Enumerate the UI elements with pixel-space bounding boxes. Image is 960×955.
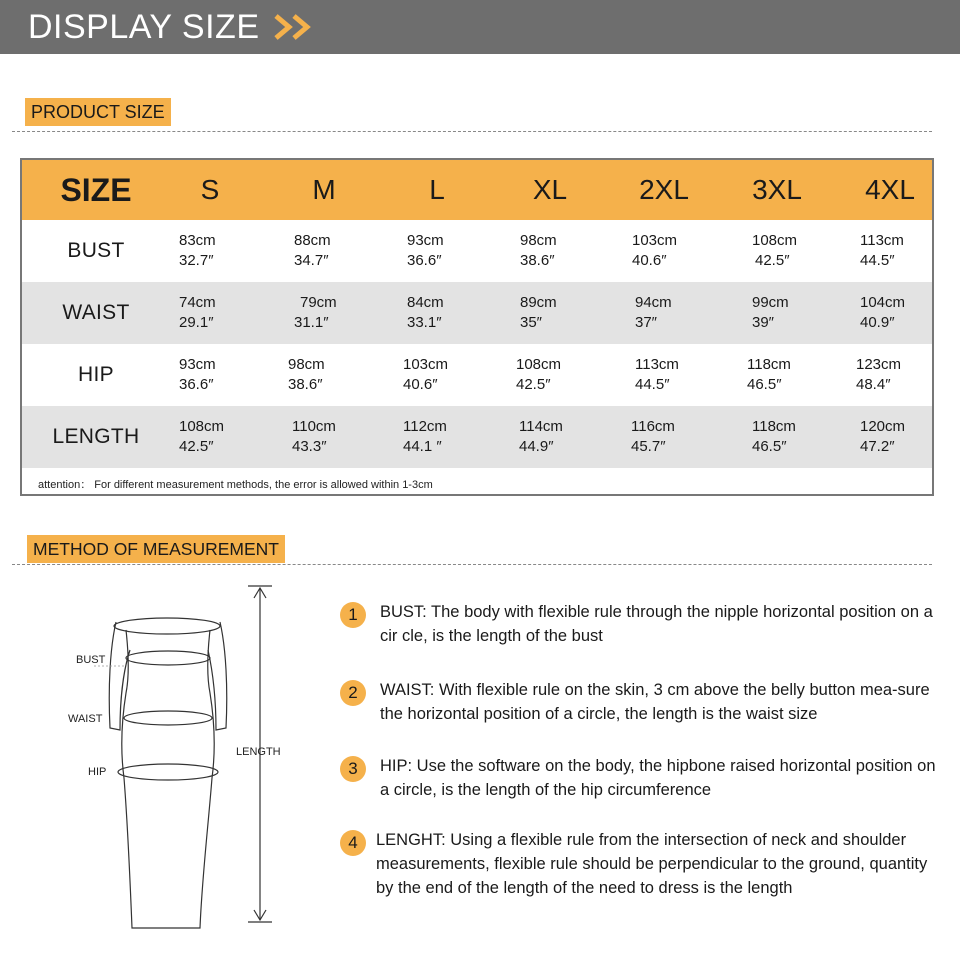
column-header-2xl: 2XL [639, 174, 689, 205]
column-header-m: M [312, 174, 336, 205]
column-header-3xl: 3XL [752, 174, 802, 205]
table-row-hip [22, 344, 932, 406]
header-bar [0, 0, 960, 54]
table-cell: 108cm 42.5″ [179, 418, 225, 455]
figure-label-hip: HIP [88, 766, 107, 778]
table-cell: 103cm 40.6″ [403, 356, 449, 393]
figure-label-waist: WAIST [68, 713, 103, 725]
step-number-badge: 4 [340, 830, 366, 856]
step-number-badge: 2 [340, 680, 366, 706]
size-table [20, 158, 934, 496]
table-cell: 84cm 33.1″ [407, 294, 444, 331]
step-text: LENGHT: Using a flexible rule from the intersection of neck and shoulder measurements, flexible rule should be perpendicular to the ground, quantity by the end of the length of the need to dress is the length [376, 831, 928, 897]
divider [12, 131, 932, 132]
column-header-4xl: 4XL [865, 174, 915, 205]
table-cell: 79cm 31.1″ [294, 294, 337, 331]
column-header-xl: XL [532, 174, 568, 205]
dress-figure [60, 578, 300, 938]
divider [12, 564, 932, 565]
table-cell: 112cm 44.1 ″ [403, 418, 447, 455]
table-cell: 94cm 37″ [635, 294, 672, 331]
table-cell: 114cm 44.9″ [519, 418, 563, 455]
size-column-header: SIZE [60, 171, 132, 208]
table-row-waist [22, 282, 932, 344]
figure-label-length: LENGTH [236, 746, 281, 758]
row-label: WAIST [62, 301, 130, 324]
column-header-l: L [429, 174, 445, 205]
figure-label-bust: BUST [76, 654, 106, 666]
row-label: BUST [67, 239, 125, 262]
table-cell: 98cm 38.6″ [520, 232, 557, 269]
table-cell: 103cm 40.6″ [632, 232, 678, 269]
double-chevron-right-icon [272, 13, 316, 41]
table-cell: 93cm 36.6″ [407, 232, 444, 269]
table-cell: 108cm 42.5″ [752, 232, 798, 269]
table-cell: 98cm 38.6″ [288, 356, 325, 393]
table-header-row [22, 160, 932, 220]
step-number-badge: 3 [340, 756, 366, 782]
table-cell: 104cm 40.9″ [860, 294, 906, 331]
page-title: DISPLAY SIZE [28, 7, 260, 46]
table-cell: 88cm 34.7″ [294, 232, 331, 269]
table-row-bust [22, 220, 932, 282]
table-cell: 99cm 39″ [752, 294, 789, 331]
table-cell: 89cm 35″ [520, 294, 557, 331]
table-cell: 118cm 46.5″ [747, 356, 791, 393]
table-cell: 74cm 29.1″ [179, 294, 216, 331]
step-text: WAIST: With flexible rule on the skin, 3 cm above the belly button mea-sure the horizontal position of a circle, the length is the waist size [380, 681, 930, 723]
step-text: BUST: The body with flexible rule through the nipple horizontal position on a cir cle, is the length of the bust [380, 603, 933, 645]
table-cell: 123cm 48.4″ [856, 356, 902, 393]
table-cell: 113cm 44.5″ [635, 356, 679, 393]
table-cell: 116cm 45.7″ [631, 418, 675, 455]
row-label: LENGTH [52, 425, 140, 448]
table-cell: 113cm 44.5″ [860, 232, 904, 269]
row-label: HIP [78, 363, 114, 386]
method-of-measurement-label: METHOD OF MEASUREMENT [27, 535, 285, 563]
attention-note: attention： For different measurement methods, the error is allowed within 1-3cm [38, 479, 433, 491]
table-cell: 110cm 43.3″ [292, 418, 336, 455]
step-number-badge: 1 [340, 602, 366, 628]
table-row-length [22, 406, 932, 468]
step-text: HIP: Use the software on the body, the hipbone raised horizontal position on a circle, is the length of the hip circumference [380, 757, 936, 799]
table-cell: 108cm 42.5″ [516, 356, 562, 393]
column-header-s: S [200, 174, 220, 205]
product-size-label: PRODUCT SIZE [25, 98, 171, 126]
table-cell: 118cm 46.5″ [752, 418, 796, 455]
table-cell: 93cm 36.6″ [179, 356, 216, 393]
dress-illustration [60, 578, 300, 938]
table-cell: 120cm 47.2″ [860, 418, 906, 455]
table-cell: 83cm 32.7″ [179, 232, 216, 269]
